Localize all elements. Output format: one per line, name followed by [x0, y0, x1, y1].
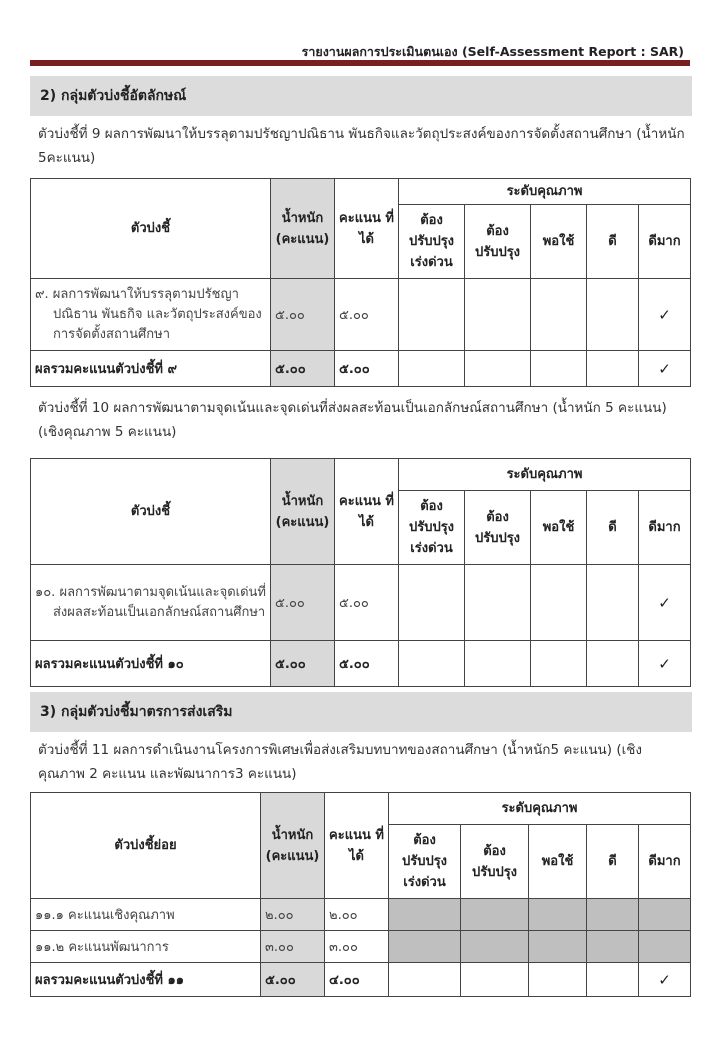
- col-header-indicator: ตัวบ่งชี้: [31, 179, 271, 279]
- row-weight: ๓.๐๐: [261, 931, 325, 963]
- section-2-title: 2) กลุ่มตัวบ่งชี้อัตลักษณ์: [30, 76, 692, 116]
- col-header-level-improve: ต้อง ปรับปรุง: [465, 491, 531, 565]
- total-score: ๕.๐๐: [335, 641, 399, 687]
- table-total-row: [31, 351, 691, 387]
- total-label: ผลรวมคะแนนตัวบ่งชี้ที่ ๑๑: [31, 963, 261, 997]
- report-header-title: รายงานผลการประเมินตนเอง (Self-Assessment Report : SAR): [301, 44, 684, 59]
- total-weight: ๕.๐๐: [271, 641, 335, 687]
- col-header-quality: ระดับคุณภาพ: [399, 459, 691, 491]
- table-row: [31, 279, 691, 351]
- table-row: [31, 931, 691, 963]
- col-header-level-fair: พอใช้: [531, 205, 587, 279]
- table-total-row: [31, 641, 691, 687]
- col-header-quality: ระดับคุณภาพ: [399, 179, 691, 205]
- col-header-score: คะแนน ที่ได้: [335, 179, 399, 279]
- col-header-weight: น้ำหนัก (คะแนน): [271, 179, 335, 279]
- row-label: ๑๑.๒ คะแนนพัฒนาการ: [31, 931, 261, 963]
- col-header-level-good: ดี: [587, 205, 639, 279]
- col-header-level-improve: ต้อง ปรับปรุง: [461, 825, 529, 899]
- col-header-level-excellent: ดีมาก: [639, 491, 691, 565]
- table-total-row: [31, 963, 691, 997]
- total-label: ผลรวมคะแนนตัวบ่งชี้ที่ ๙: [31, 351, 271, 387]
- row-weight: ๒.๐๐: [261, 899, 325, 931]
- indicator-10-description: ตัวบ่งชี้ที่ 10 ผลการพัฒนาตามจุดเน้นและจุดเด่นที่ส่งผลสะท้อนเป็นเอกลักษณ์สถานศึกษา (น้ำหนัก 5 คะแนน) (เชิงคุณภาพ 5 คะแนน): [38, 400, 667, 440]
- header-rule: [30, 60, 690, 66]
- indicator-11-table: [30, 792, 691, 997]
- check-icon: ✓: [639, 279, 691, 351]
- total-weight: ๕.๐๐: [271, 351, 335, 387]
- col-header-score: คะแนน ที่ได้: [325, 793, 389, 899]
- col-header-level-improve: ต้อง ปรับปรุง: [465, 205, 531, 279]
- check-icon: ✓: [639, 565, 691, 641]
- col-header-level-urgent: ต้อง ปรับปรุง เร่งด่วน: [389, 825, 461, 899]
- check-icon: ✓: [639, 963, 691, 997]
- row-weight: ๕.๐๐: [271, 565, 335, 641]
- indicator-10-table: [30, 458, 691, 687]
- indicator-9-table: [30, 178, 691, 387]
- col-header-sub-indicator: ตัวบ่งชี้ย่อย: [31, 793, 261, 899]
- col-header-quality: ระดับคุณภาพ: [389, 793, 691, 825]
- total-score: ๔.๐๐: [325, 963, 389, 997]
- col-header-level-urgent: ต้อง ปรับปรุง เร่งด่วน: [399, 491, 465, 565]
- row-score: ๕.๐๐: [335, 565, 399, 641]
- col-header-weight: น้ำหนัก (คะแนน): [271, 459, 335, 565]
- total-score: ๕.๐๐: [335, 351, 399, 387]
- row-score: ๓.๐๐: [325, 931, 389, 963]
- total-weight: ๕.๐๐: [261, 963, 325, 997]
- col-header-indicator: ตัวบ่งชี้: [31, 459, 271, 565]
- indicator-9-description: ตัวบ่งชี้ที่ 9 ผลการพัฒนาให้บรรลุตามปรัชญาปณิธาน พันธกิจและวัตถุประสงค์ของการจัดตั้งสถานศึกษา (น้ำหนัก 5คะแนน): [38, 126, 685, 166]
- row-label: ๑๑.๑ คะแนนเชิงคุณภาพ: [31, 899, 261, 931]
- total-label: ผลรวมคะแนนตัวบ่งชี้ที่ ๑๐: [31, 641, 271, 687]
- check-icon: ✓: [639, 351, 691, 387]
- col-header-level-excellent: ดีมาก: [639, 205, 691, 279]
- col-header-level-good: ดี: [587, 825, 639, 899]
- indicator-11-description: ตัวบ่งชี้ที่ 11 ผลการดำเนินงานโครงการพิเศษเพื่อส่งเสริมบทบาทของสถานศึกษา (น้ำหนัก5 คะแนน) (เชิงคุณภาพ 2 คะแนน และพัฒนาการ3 คะแนน): [38, 742, 642, 782]
- row-label: ๑๐. ผลการพัฒนาตามจุดเน้นและจุดเด่นที่ส่งผลสะท้อนเป็นเอกลักษณ์สถานศึกษา: [35, 584, 267, 620]
- table-row: [31, 899, 691, 931]
- col-header-weight: น้ำหนัก (คะแนน): [261, 793, 325, 899]
- row-weight: ๕.๐๐: [271, 279, 335, 351]
- row-score: ๒.๐๐: [325, 899, 389, 931]
- col-header-level-excellent: ดีมาก: [639, 825, 691, 899]
- col-header-level-fair: พอใช้: [531, 491, 587, 565]
- table-row: [31, 565, 691, 641]
- row-label: ๙. ผลการพัฒนาให้บรรลุตามปรัชญาปณิธาน พันธกิจ และวัตถุประสงค์ของการจัดตั้งสถานศึกษา: [35, 286, 262, 342]
- col-header-level-fair: พอใช้: [529, 825, 587, 899]
- col-header-level-urgent: ต้อง ปรับปรุง เร่งด่วน: [399, 205, 465, 279]
- col-header-score: คะแนน ที่ได้: [335, 459, 399, 565]
- row-score: ๕.๐๐: [335, 279, 399, 351]
- section-3-title: 3) กลุ่มตัวบ่งชี้มาตรการส่งเสริม: [30, 692, 692, 732]
- check-icon: ✓: [639, 641, 691, 687]
- col-header-level-good: ดี: [587, 491, 639, 565]
